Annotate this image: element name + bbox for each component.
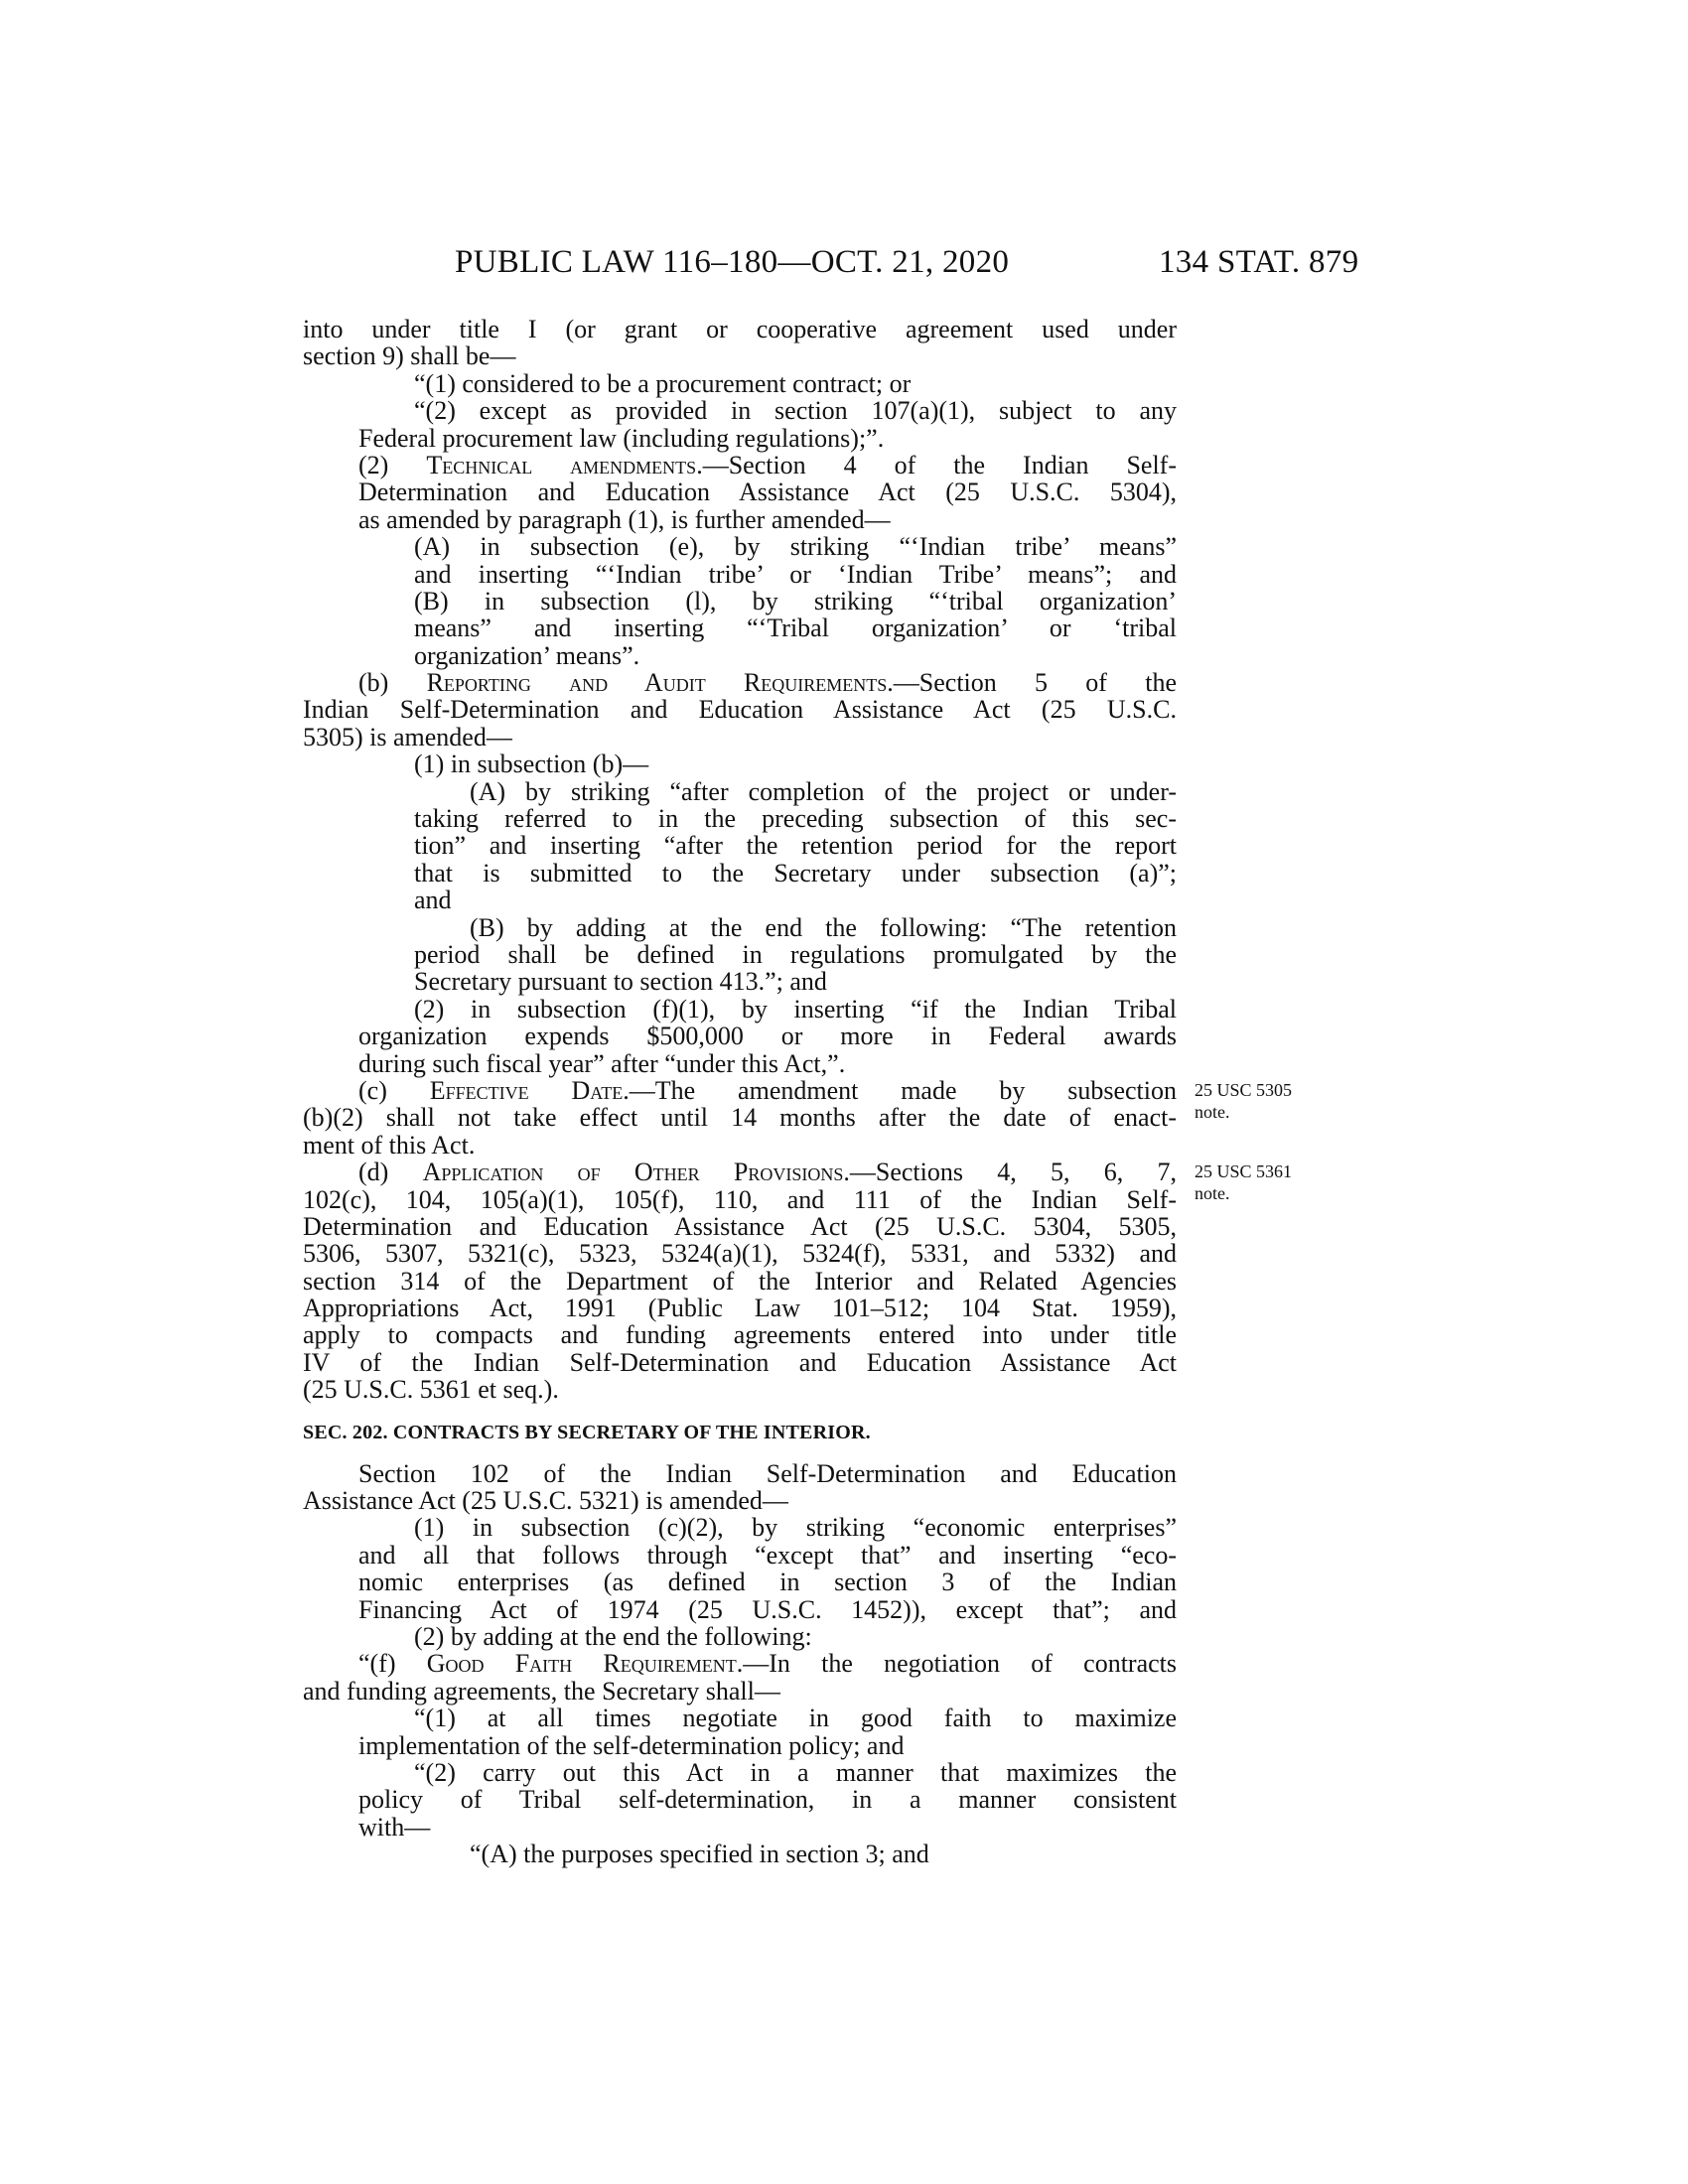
margin-note-5305 [1195,1079,1314,1123]
running-header-title: PUBLIC LAW 116–180—OCT. 21, 2020 [455,244,1010,280]
text-line: tion” and inserting “after the retention period for the report [414,831,1177,861]
text-line: 5305) is amended— [303,722,512,751]
text-line: (25 U.S.C. 5361 et seq.). [303,1375,559,1405]
text-line: (2) by adding at the end the following: [414,1621,812,1651]
page-stat-number: 134 STAT. 879 [1159,244,1359,280]
text-line: and funding agreements, the Secretary shall— [303,1676,780,1706]
text-line: organization expends $500,000 or more in Federal awards [358,1022,1177,1051]
text-line: ment of this Act. [303,1130,476,1160]
text-line: Financing Act of 1974 (25 U.S.C. 1452)), except that”; and [358,1594,1177,1624]
margin-note-citation: 25 USC 5305 [1195,1080,1293,1100]
text-line: (A) by striking “after completion of the project or under- [470,776,1177,806]
text-line: IV of the Indian Self-Determination and Education Assistance Act [303,1347,1177,1377]
text-line: Determination and Education Assistance Act (25 U.S.C. 5304, 5305, [303,1211,1177,1241]
text-line: that is submitted to the Secretary under subsection (a)”; [414,858,1177,887]
margin-note-label: note. [1195,1102,1230,1122]
text-line: means” and inserting “‘Tribal organization’ or ‘tribal [414,614,1177,643]
text-line: “(1) considered to be a procurement contract; or [414,368,912,398]
text-line: Federal procurement law (including regulations);”. [358,423,885,453]
text-line: (b) Reporting and Audit Requirements.—Section 5 of the [358,668,1177,698]
text-line: and [414,886,452,915]
text-line: Assistance Act (25 U.S.C. 5321) is amended— [303,1486,788,1516]
text-line: (B) in subsection (l), by striking “‘tribal organization’ [414,586,1177,615]
text-line: section 9) shall be— [303,341,516,371]
text-line: (A) in subsection (e), by striking “‘Indian tribe’ means” [414,532,1177,562]
text-line: nomic enterprises (as defined in section 3 of the Indian [358,1568,1177,1597]
text-line: Appropriations Act, 1991 (Public Law 101–512; 104 Stat. 1959), [303,1294,1177,1323]
text-line: and all that follows through “except that” and inserting “eco- [358,1540,1177,1570]
margin-note-citation: 25 USC 5361 [1195,1161,1293,1181]
text-line: 5306, 5307, 5321(c), 5323, 5324(a)(1), 5324(f), 5331, and 5332) and [303,1239,1177,1269]
text-line: taking referred to in the preceding subsection of this sec- [414,804,1177,834]
text-line: (1) in subsection (b)— [414,750,649,779]
text-line: (B) by adding at the end the following: “The retention [470,912,1177,942]
text-line: 102(c), 104, 105(a)(1), 105(f), 110, and 111 of the Indian Self- [303,1184,1177,1214]
text-line: period shall be defined in regulations promulgated by the [414,939,1177,969]
text-line: “(1) at all times negotiate in good faith to maximize [414,1704,1177,1733]
text-line: policy of Tribal self-determination, in a manner consistent [358,1785,1177,1815]
text-line: and inserting “‘Indian tribe’ or ‘Indian Tribe’ means”; and [414,559,1177,589]
text-line: (d) Application of Other Provisions.—Sections 4, 5, 6, 7, [358,1158,1177,1187]
text-line: into under title I (or grant or cooperative agreement used under [303,315,1177,343]
document-body [303,316,1177,1867]
text-line: Secretary pursuant to section 413.”; and [414,967,827,997]
text-line: (c) Effective Date.—The amendment made by subsection [358,1075,1178,1105]
text-line: during such fiscal year” after “under this Act,”. [358,1048,846,1078]
text-line: organization’ means”. [414,640,640,670]
text-line: (2) in subsection (f)(1), by inserting “if the Indian Tribal [414,994,1177,1024]
section-heading: SEC. 202. CONTRACTS BY SECRETARY OF THE INTERIOR. [303,1421,871,1443]
text-line: with— [358,1812,431,1842]
text-line: “(2) carry out this Act in a manner that maximizes the [414,1757,1177,1787]
text-line: “(2) except as provided in section 107(a)(1), subject to any [414,396,1177,426]
text-line: Section 102 of the Indian Self-Determination and Education [358,1458,1177,1488]
text-line: (2) Technical amendments.—Section 4 of the Indian Self- [358,450,1177,479]
text-line: apply to compacts and funding agreements entered into under title [303,1320,1177,1350]
text-line: (1) in subsection (c)(2), by striking “economic enterprises” [414,1513,1177,1543]
text-line: Determination and Education Assistance Act (25 U.S.C. 5304), [358,478,1177,507]
text-line: Indian Self-Determination and Education Assistance Act (25 U.S.C. [303,695,1177,725]
text-line: “(A) the purposes specified in section 3; and [470,1840,929,1869]
text-line: as amended by paragraph (1), is further amended— [358,504,891,534]
margin-note-5361 [1195,1160,1314,1204]
text-line: (b)(2) shall not take effect until 14 months after the date of enact- [303,1103,1177,1133]
text-line: “(f) Good Faith Requirement.—In the negotiation of contracts [358,1649,1177,1679]
text-line: section 314 of the Department of the Interior and Related Agencies [303,1266,1177,1296]
text-line: implementation of the self-determination policy; and [358,1730,905,1760]
margin-note-label: note. [1195,1183,1230,1203]
